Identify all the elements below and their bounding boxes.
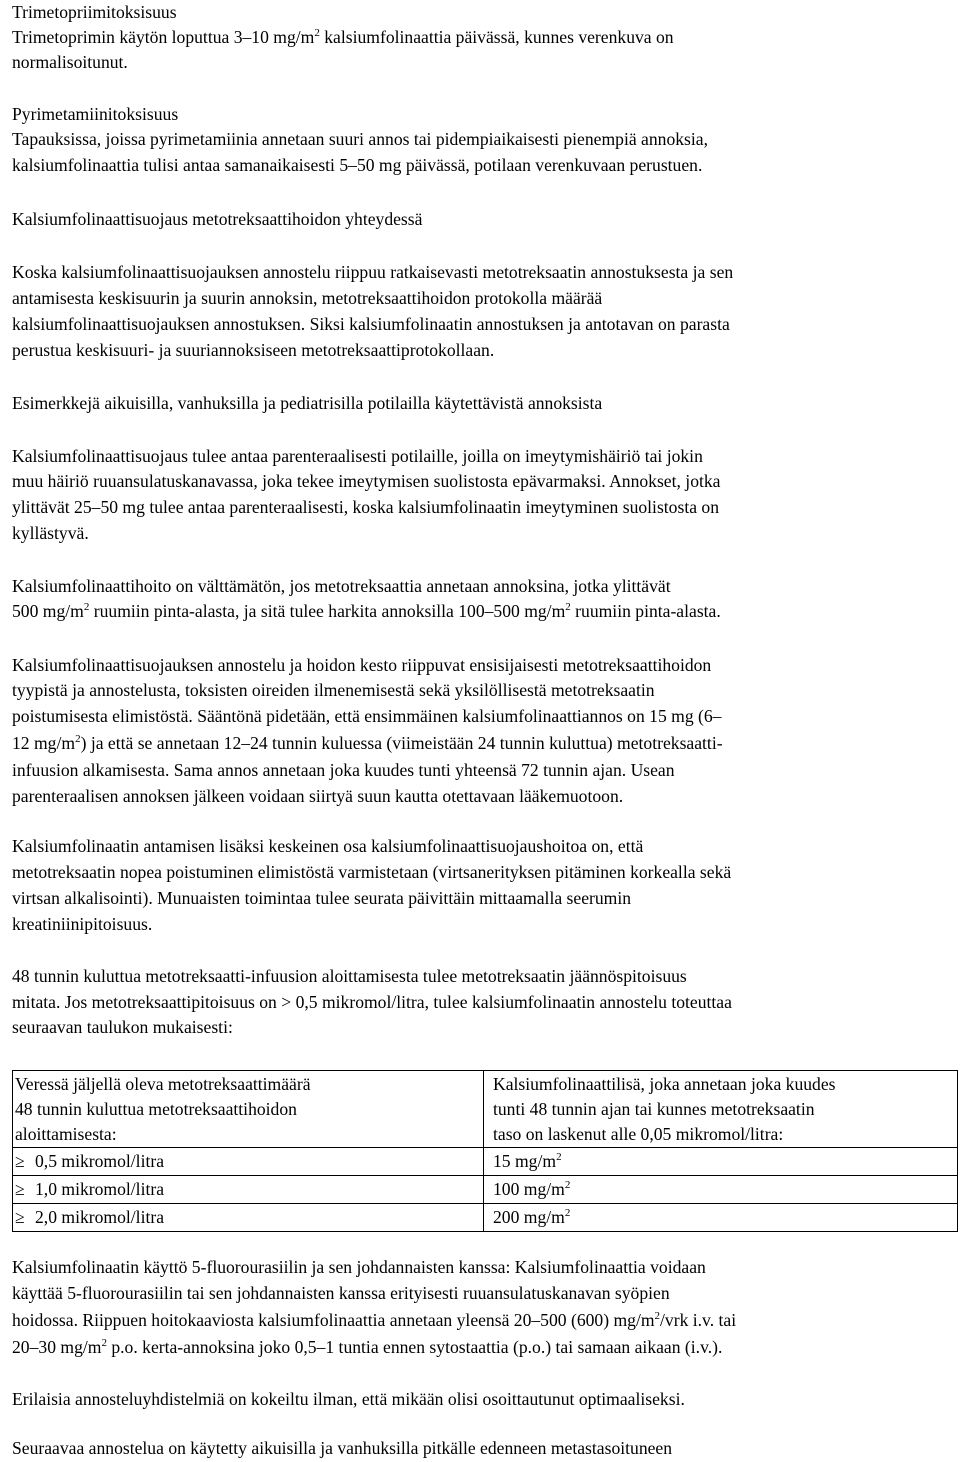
paragraph-line: Kalsiumfolinaattisuojauksen annostelu ja hoidon kesto riippuvat ensisijaisesti metotreksaattihoidon (12, 655, 712, 675)
paragraph-line: infuusion alkamisesta. Sama annos annetaan joka kuudes tunti yhteensä 72 tunnin ajan. Usean (12, 760, 675, 780)
table-header-cell-dose (484, 1071, 958, 1148)
paragraph-line: Kalsiumfolinaatin käyttö 5-fluorourasiilin ja sen johdannaisten kanssa: Kalsiumfolinaattia voidaan (12, 1257, 706, 1277)
table-cell-level: ≥ 0,5 mikromol/litra (13, 1148, 484, 1176)
table-cell-level: ≥ 2,0 mikromol/litra (13, 1204, 484, 1232)
paragraph-line: antamisesta keskisuurin ja suurin annoksin, metotreksaattihoidon protokolla määrää (12, 288, 603, 308)
paragraph-line: kreatiniinipitoisuus. (12, 914, 153, 934)
table-cell-dose: 200 $mg/m^2$ (484, 1204, 958, 1232)
paragraph-line: Koska kalsiumfolinaattisuojauksen annostelu riippuu ratkaisevasti metotreksaatin annostuksesta ja sen (12, 262, 734, 282)
table-row (13, 1176, 958, 1204)
greater-equal-symbol: ≥ (15, 1179, 25, 1199)
table-cell-dose: 100 $mg/m^2$ (484, 1176, 958, 1204)
table-row (13, 1148, 958, 1176)
table-header-row (13, 1071, 958, 1148)
paragraph-line: tyypistä ja annostelusta, toksisten oireiden ilmenemisestä sekä yksilöllisestä metotreksaatin (12, 680, 655, 700)
table-row (13, 1204, 958, 1232)
header-text-line: aloittamisesta: (15, 1124, 117, 1144)
paragraph-line: kyllästyvä. (12, 523, 89, 543)
paragraph-line: kalsiumfolinaattisuojauksen annostuksen. Siksi kalsiumfolinaatin annostuksen ja antotavan on parasta (12, 314, 730, 334)
paragraph-line: ylittävät 25–50 mg tulee antaa parenteraalisesti, koska kalsiumfolinaatin imeytyminen suolistosta on (12, 497, 720, 517)
trimethoprim-text-line: normalisoitunut. (12, 52, 128, 72)
paragraph-line: Kalsiumfolinaatin antamisen lisäksi keskeinen osa kalsiumfolinaattisuojaushoitoa on, että (12, 836, 644, 856)
table-cell-dose: 15 $mg/m^2$ (484, 1148, 958, 1176)
pyrimethamine-text-line: kalsiumfolinaattia tulisi antaa samanaikaisesti 5–50 mg päivässä, potilaan verenkuvaan perustuen. (12, 155, 703, 175)
greater-equal-symbol: ≥ (15, 1151, 25, 1171)
paragraph-line: 12 $mg/m^2$) ja että se annetaan 12–24 tunnin kuluessa (viimeistään 24 tunnin kuluttua) metotreksaatti- (12, 733, 723, 753)
paragraph-line: Kalsiumfolinaattisuojaus tulee antaa parenteraalisesti potilaille, joilla on imeytymishäiriö tai jokin (12, 446, 703, 466)
header-text-line: Kalsiumfolinaattilisä, joka annetaan joka kuudes (493, 1074, 836, 1094)
section-heading-pyrimethamine: Pyrimetamiinitoksisuus (12, 104, 179, 124)
section-heading-examples: Esimerkkejä aikuisilla, vanhuksilla ja pediatrisilla potilailla käytettävistä annoksista (12, 393, 603, 413)
section-heading-trimethoprim: Trimetopriimitoksisuus (12, 2, 177, 22)
dose-table (12, 1070, 958, 1232)
paragraph-line: käyttää 5-fluorourasiilin tai sen johdannaisten kanssa erityisesti ruuansulatuskanavan syöpien (12, 1283, 670, 1303)
header-text-line: taso on laskenut alle 0,05 mikromol/litra: (493, 1124, 784, 1144)
paragraph-line: 20–30 $mg/m^2$ p.o. kerta-annoksina joko 0,5–1 tuntia ennen sytostaattia (p.o.) tai samaan aikaan (i.v.). (12, 1337, 723, 1357)
header-text-line: Veressä jäljellä oleva metotreksaattimäärä (15, 1074, 311, 1094)
paragraph-line: 48 tunnin kuluttua metotreksaatti-infuusion aloittamisesta tulee metotreksaatin jäännöspitoisuus (12, 966, 687, 986)
paragraph-line: Erilaisia annosteluyhdistelmiä on kokeiltu ilman, että mikään olisi osoittautunut optimaaliseksi. (12, 1389, 685, 1409)
paragraph-line: muu häiriö ruuansulatuskanavassa, joka tekee imeytymisen suolistosta epävarmaksi. Annokset, jotka (12, 471, 721, 491)
paragraph-line: virtsan alkalisointi). Munuaisten toimintaa tulee seurata päivittäin mittaamalla seerumin (12, 888, 632, 908)
header-text-line: tunti 48 tunnin ajan tai kunnes metotreksaatin (493, 1099, 815, 1119)
paragraph-line: poistumisesta elimistöstä. Sääntönä pidetään, että ensimmäinen kalsiumfolinaattiannos on 15 mg (6– (12, 706, 722, 726)
paragraph-line: perustua keskisuuri- ja suuriannoksiseen metotreksaattiprotokollaan. (12, 340, 495, 360)
section-heading-methotrexate: Kalsiumfolinaattisuojaus metotreksaattihoidon yhteydessä (12, 209, 423, 229)
paragraph-line: metotreksaatin nopea poistuminen elimistöstä varmistetaan (virtsanerityksen pitäminen korkealla sekä (12, 862, 732, 882)
paragraph-line: Kalsiumfolinaattihoito on välttämätön, jos metotreksaattia annetaan annoksina, jotka ylittävät (12, 576, 671, 596)
trimethoprim-text-line: Trimetoprimin käytön loputtua 3–10 $mg/m^2$ kalsiumfolinaattia päivässä, kunnes verenkuva on (12, 27, 674, 47)
paragraph-line: parenteraalisen annoksen jälkeen voidaan siirtyä suun kautta otettavaan lääkemuotoon. (12, 786, 624, 806)
pyrimethamine-text-line: Tapauksissa, joissa pyrimetamiinia annetaan suuri annos tai pidempiaikaisesti pienempiä annoksia, (12, 129, 708, 149)
greater-equal-symbol: ≥ (15, 1207, 25, 1227)
paragraph-line: Seuraavaa annostelua on käytetty aikuisilla ja vanhuksilla pitkälle edenneen metastasoituneen (12, 1438, 673, 1458)
header-text-line: 48 tunnin kuluttua metotreksaattihoidon (15, 1099, 297, 1119)
table-cell-level: ≥ 1,0 mikromol/litra (13, 1176, 484, 1204)
paragraph-line: 500 $mg/m^2$ ruumiin pinta-alasta, ja sitä tulee harkita annoksilla 100–500 $mg/m^2$ ruumiin pinta-alasta. (12, 601, 721, 621)
table-header-cell-concentration (13, 1071, 484, 1148)
paragraph-line: mitata. Jos metotreksaattipitoisuus on > 0,5 mikromol/litra, tulee kalsiumfolinaatin annostelu toteuttaa (12, 992, 732, 1012)
paragraph-line: hoidossa. Riippuen hoitokaaviosta kalsiumfolinaattia annetaan yleensä 20–500 (600) $mg/m^2$/vrk i.v. tai (12, 1310, 737, 1330)
paragraph-line: seuraavan taulukon mukaisesti: (12, 1017, 233, 1037)
